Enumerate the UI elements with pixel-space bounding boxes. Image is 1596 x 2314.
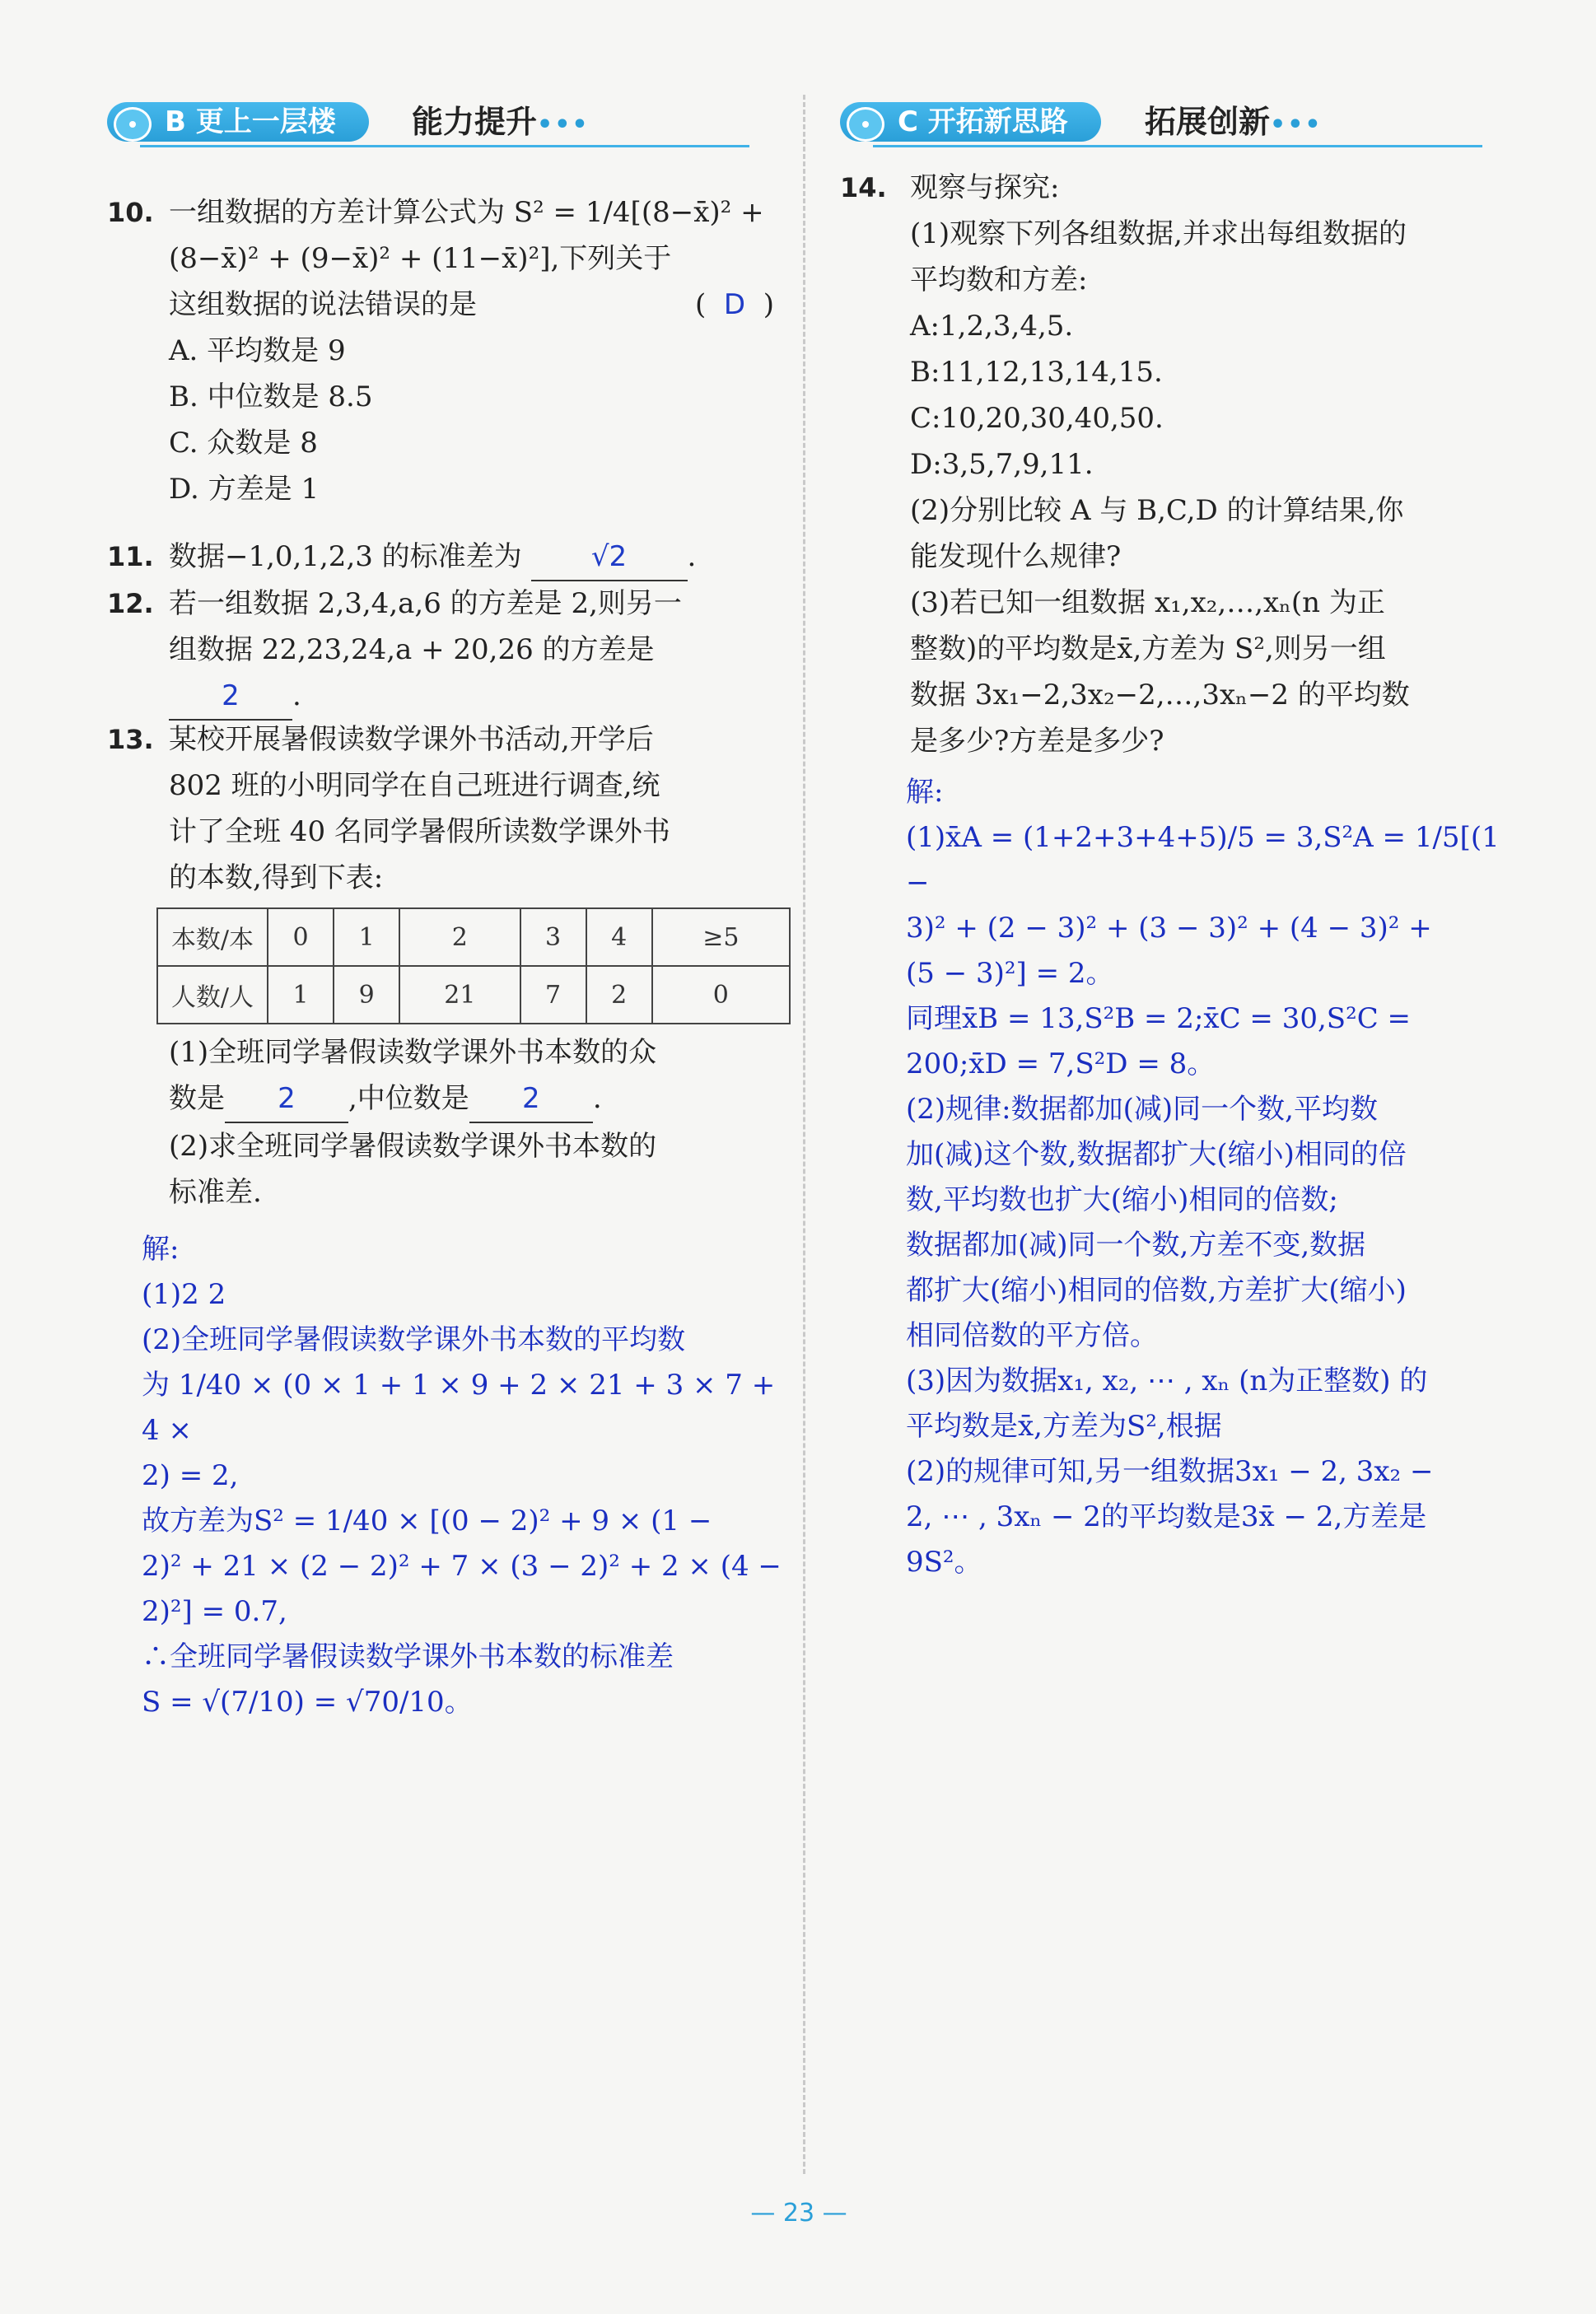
- section-c-tag: C 开拓新思路: [840, 102, 1101, 142]
- solution-line: 平均数是x̄,方差为S²,根据: [906, 1410, 1222, 1443]
- q13-median-blank: 2: [469, 1075, 593, 1123]
- q14-line: 数据 3x₁−2,3x₂−2,…,3xₙ−2 的平均数: [910, 679, 1410, 711]
- section-c-title: 拓展创新: [1145, 104, 1271, 140]
- solution-line: 都扩大(缩小)相同的倍数,方差扩大(缩小): [906, 1274, 1407, 1307]
- solution-line: 2)² + 21 × (2 − 2)² + 7 × (3 − 2)² + 2 × (4 −: [142, 1550, 782, 1583]
- question-13: [107, 716, 791, 901]
- q14-line: 观察与探究:: [910, 171, 1060, 204]
- q10-line1: 一组数据的方差计算公式为 S² = 1/4[(8−x̄)² +: [169, 196, 764, 229]
- book-count-table: [156, 907, 791, 1024]
- q12-answer-blank: 2: [169, 673, 292, 721]
- q14-line: C:10,20,30,40,50.: [910, 402, 1164, 435]
- q13-line: 某校开展暑假读数学课外书活动,开学后: [169, 723, 654, 756]
- q14-line: 整数)的平均数是x̄,方差为 S²,则另一组: [910, 632, 1386, 665]
- bubble-icon: [114, 107, 152, 142]
- table-row: [157, 908, 790, 966]
- solution-line: (2)的规律可知,另一组数据3x₁ − 2, 3x₂ −: [906, 1455, 1434, 1488]
- table-cell: 2: [399, 908, 520, 966]
- solution-line: 200;x̄D = 7,S²D = 8。: [906, 1047, 1216, 1080]
- table-cell: 1: [268, 966, 334, 1024]
- q13-line: 计了全班 40 名同学暑假所读数学课外书: [169, 815, 670, 848]
- table-cell: 本数/本: [157, 908, 268, 966]
- question-number: 11.: [107, 541, 154, 572]
- solution-line: 故方差为S² = 1/40 × [(0 − 2)² + 9 × (1 −: [142, 1505, 712, 1537]
- solution-line: 2, ⋯ , 3xₙ − 2的平均数是3x̄ − 2,方差是: [906, 1500, 1427, 1533]
- q11-answer-blank: √2: [531, 534, 688, 581]
- option-b: B. 中位数是 8.5: [169, 380, 373, 413]
- column-divider: [803, 95, 805, 2174]
- q10-line3: 这组数据的说法错误的是 ( D ): [169, 288, 774, 321]
- q14-line: 平均数和方差:: [910, 264, 1088, 296]
- q14-line: 是多少?方差是多少?: [910, 725, 1164, 758]
- table-cell: 7: [520, 966, 586, 1024]
- q13-line: 的本数,得到下表:: [169, 861, 384, 894]
- solution-line: 数,平均数也扩大(缩小)相同的倍数;: [906, 1183, 1338, 1216]
- q13-part2-line2: 标准差.: [169, 1176, 262, 1209]
- q10-line2: (8−x̄)² + (9−x̄)² + (11−x̄)²],下列关于: [169, 242, 672, 275]
- section-b-header: [107, 97, 749, 150]
- solution-line: (3)因为数据x₁, x₂, ⋯ , xₙ (n为正整数) 的: [906, 1365, 1428, 1397]
- q12-line1: 若一组数据 2,3,4,a,6 的方差是 2,则另一: [169, 587, 682, 620]
- q13-part1: (1)全班同学暑假读数学课外书本数的众: [169, 1036, 657, 1069]
- option-c: C. 众数是 8: [169, 427, 318, 460]
- dots-icon: •••: [537, 110, 590, 139]
- q10-answer: D: [723, 288, 746, 321]
- solution-line: (2)规律:数据都加(减)同一个数,平均数: [906, 1093, 1378, 1126]
- option-a: A. 平均数是 9: [169, 334, 346, 367]
- table-cell: 人数/人: [157, 966, 268, 1024]
- solution-line: (1)x̄A = (1+2+3+4+5)/5 = 3,S²A = 1/5[(1 −: [906, 821, 1500, 899]
- solution-line: (5 − 3)²] = 2。: [906, 957, 1114, 990]
- q14-line: A:1,2,3,4,5.: [910, 310, 1074, 343]
- solution-line: 相同倍数的平方倍。: [906, 1319, 1158, 1352]
- solution-line: 解:: [142, 1233, 180, 1266]
- table-row: [157, 966, 790, 1024]
- solution-line: 3)² + (2 − 3)² + (3 − 3)² + (4 − 3)² +: [906, 912, 1432, 945]
- table-cell: 1: [334, 908, 399, 966]
- section-b-tag: B 更上一层楼: [107, 102, 369, 142]
- question-14: [840, 165, 1515, 764]
- solution-line: 2)²] = 0.7,: [142, 1595, 287, 1628]
- q14-solution: [906, 770, 1507, 1585]
- solution-line: 加(减)这个数,数据都扩大(缩小)相同的倍: [906, 1138, 1407, 1171]
- table-cell: 2: [586, 966, 652, 1024]
- q14-line: D:3,5,7,9,11.: [910, 448, 1094, 481]
- question-number: 13.: [107, 724, 154, 755]
- q14-line: 能发现什么规律?: [910, 540, 1122, 573]
- q13-parts: (1)全班同学暑假读数学课外书本数的众 数是 2 ,中位数是 2 . (2)求全班同学暑假读数学课外书本数的 标准差.: [169, 1029, 795, 1215]
- q14-line: B:11,12,13,14,15.: [910, 356, 1163, 389]
- page-number: — 23 —: [750, 2199, 847, 2228]
- q11-text: 数据−1,0,1,2,3 的标准差为: [169, 540, 522, 573]
- table-cell: 0: [652, 966, 790, 1024]
- solution-line: ∴全班同学暑假读数学课外书本数的标准差: [142, 1640, 674, 1673]
- table-cell: 21: [399, 966, 520, 1024]
- solution-line: (1)2 2: [142, 1278, 226, 1311]
- table-cell: 0: [268, 908, 334, 966]
- question-11: 11. 数据−1,0,1,2,3 的标准差为 √2 .: [107, 534, 791, 581]
- q13-part2: (2)求全班同学暑假读数学课外书本数的: [169, 1130, 657, 1163]
- q13-mode-blank: 2: [225, 1075, 348, 1123]
- header-rule: [140, 145, 749, 147]
- q14-line: (2)分别比较 A 与 B,C,D 的计算结果,你: [910, 494, 1404, 527]
- table-cell: 4: [586, 908, 652, 966]
- q14-line: (3)若已知一组数据 x₁,x₂,…,xₙ(n 为正: [910, 586, 1385, 619]
- table-cell: 3: [520, 908, 586, 966]
- solution-line: 数据都加(减)同一个数,方差不变,数据: [906, 1229, 1366, 1262]
- q13-line: 802 班的小明同学在自己班进行调查,统: [169, 769, 660, 802]
- solution-line: 9S²。: [906, 1546, 982, 1579]
- dots-icon: •••: [1270, 110, 1323, 139]
- table-cell: 9: [334, 966, 399, 1024]
- solution-line: S = √(7/10) = √70/10。: [142, 1686, 473, 1719]
- question-number: 14.: [840, 172, 887, 203]
- solution-line: 为 1/40 × (0 × 1 + 1 × 9 + 2 × 21 + 3 × 7 + 4 ×: [142, 1369, 776, 1447]
- section-c-header: [840, 97, 1482, 150]
- bubble-icon: [847, 107, 884, 142]
- solution-line: 2) = 2,: [142, 1459, 239, 1492]
- q12-line2: 组数据 22,23,24,a + 20,26 的方差是: [169, 633, 655, 666]
- q13-solution: [142, 1227, 792, 1725]
- question-number: 12.: [107, 588, 154, 619]
- option-d: D. 方差是 1: [169, 473, 320, 506]
- question-12: 12. 若一组数据 2,3,4,a,6 的方差是 2,则另一 组数据 22,23,24,a + 20,26 的方差是 2 .: [107, 581, 791, 721]
- header-rule: [873, 145, 1482, 147]
- q14-line: (1)观察下列各组数据,并求出每组数据的: [910, 217, 1407, 250]
- solution-line: 解:: [906, 776, 944, 809]
- table-cell: ≥5: [652, 908, 790, 966]
- solution-line: (2)全班同学暑假读数学课外书本数的平均数: [142, 1323, 686, 1356]
- section-b-title: 能力提升: [412, 104, 538, 140]
- question-10: [107, 189, 791, 512]
- solution-line: 同理x̄B = 13,S²B = 2;x̄C = 30,S²C =: [906, 1002, 1412, 1035]
- question-number: 10.: [107, 197, 154, 228]
